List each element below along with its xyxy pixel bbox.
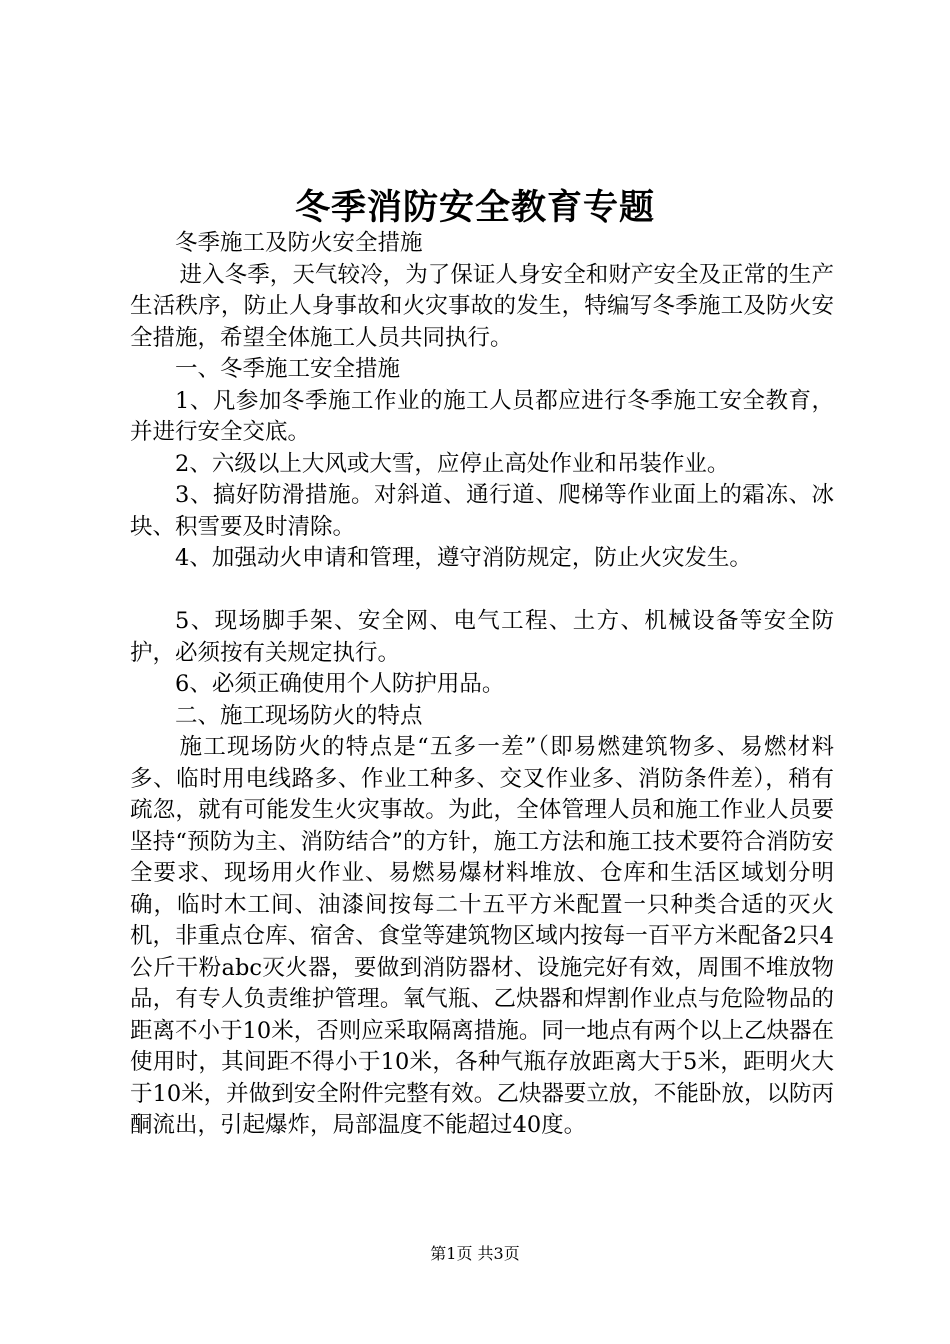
- document-body: [130, 228, 834, 1142]
- blank-line: [130, 575, 834, 607]
- section-heading: 一、冬季施工安全措施: [175, 356, 401, 382]
- document-title: 冬季消防安全教育专题: [294, 187, 655, 228]
- list-item: 1、凡参加冬季施工作业的施工人员都应进行冬季施工安全教育，并进行安全交底。: [130, 387, 834, 445]
- body-paragraph: 进入冬季，天气较冷，为了保证人身安全和财产安全及正常的生产生活秩序，防止人身事故和火灾事故的发生，特编写冬季施工及防火安全措施，希望全体施工人员共同执行。: [130, 261, 834, 351]
- list-item: 6、必须正确使用个人防护用品。: [175, 671, 505, 697]
- page-footer: 第1页 共3页: [430, 1244, 520, 1263]
- section-heading: 冬季施工及防火安全措施: [175, 230, 423, 256]
- list-item: 5、现场脚手架、安全网、电气工程、土方、机械设备等安全防护，必须按有关规定执行。: [130, 608, 834, 666]
- body-paragraph: 施工现场防火的特点是“五多一差”（即易燃建筑物多、易燃材料多、临时用电线路多、作业工种多、交叉作业多、消防条件差），稍有疏忽，就有可能发生火灾事故。为此，全体管理人员和施工作业人员要坚持“预防为主、消防结合”的方针，施工方法和施工技术要符合消防安全要求、现场用火作业、易燃易爆材料堆放、仓库和生活区域划分明确，临时木工间、油漆间按每二十五平方米配置一只种类合适的灭火机，非重点仓库、宿舍、食堂等建筑物区域内按每一百平方米配备2只4公斤干粉abc灭火器，要做到消防器材、设施完好有效，周围不堆放物品，有专人负责维护管理。氧气瓶、乙炔器和焊割作业点与危险物品的距离不小于10米，否则应采取隔离措施。同一地点有两个以上乙炔器在使用时，其间距不得小于10米，各种气瓶存放距离大于5米，距明火大于10米，并做到安全附件完整有效。乙炔器要立放，不能卧放，以防丙酮流出，引起爆炸，局部温度不能超过40度。: [130, 734, 834, 1138]
- section-heading: 二、施工现场防火的特点: [175, 702, 423, 729]
- list-item: 3、搞好防滑措施。对斜道、通行道、爬梯等作业面上的霜冻、冰块、积雪要及时清除。: [130, 482, 834, 540]
- list-item: 2、六级以上大风或大雪，应停止高处作业和吊装作业。: [175, 450, 730, 477]
- list-item: 4、加强动火申请和管理，遵守消防规定，防止火灾发生。: [175, 545, 752, 571]
